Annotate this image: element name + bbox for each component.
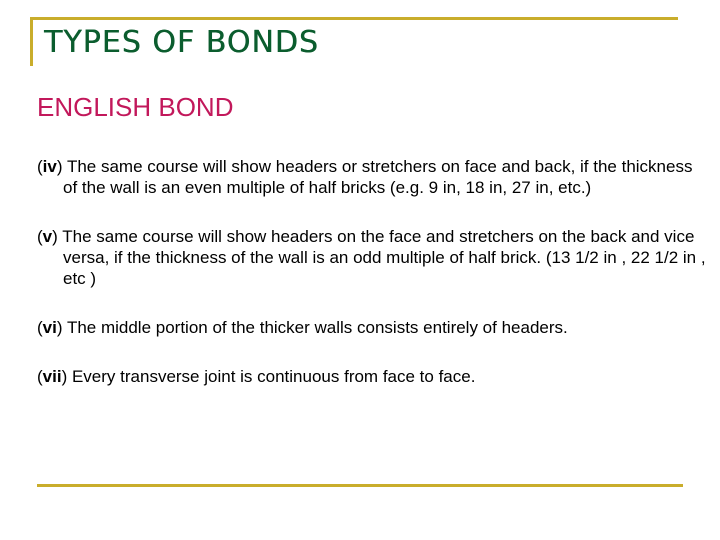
list-marker: vii bbox=[42, 367, 62, 386]
marker-close-paren: ) bbox=[56, 318, 63, 337]
list-item bbox=[37, 156, 707, 198]
list-marker: iv bbox=[42, 157, 57, 176]
section-heading: ENGLISH BOND bbox=[37, 92, 234, 122]
list-item-text: The same course will show headers on the face and stretchers on the back and vice versa, if the thickness of the wall is an odd multiple of half brick. (13 1/2 in , 22 1/2 in , etc ) bbox=[57, 227, 706, 288]
slide-title: TYPES OF BONDS bbox=[44, 25, 319, 60]
list-item-text: Every transverse joint is continuous from face to face. bbox=[67, 367, 476, 386]
list-item-text: The middle portion of the thicker walls consists entirely of headers. bbox=[62, 318, 568, 337]
list-marker: v bbox=[42, 227, 53, 246]
marker-close-paren: ) bbox=[61, 367, 68, 386]
list-marker: vi bbox=[42, 318, 57, 337]
bottom-accent-line bbox=[37, 484, 683, 487]
bullet-list bbox=[37, 156, 707, 415]
list-item bbox=[37, 317, 707, 338]
marker-close-paren: ) bbox=[52, 227, 58, 246]
list-item bbox=[37, 226, 707, 289]
list-item bbox=[37, 366, 707, 387]
marker-open-paren: ( bbox=[37, 367, 43, 386]
top-accent-line bbox=[30, 17, 678, 20]
list-item-text: The same course will show headers or stretchers on face and back, if the thickness of the wall is an even multiple of half bricks (e.g. 9 in, 18 in, 27 in, etc.) bbox=[62, 157, 693, 197]
left-accent-line bbox=[30, 17, 33, 66]
marker-close-paren: ) bbox=[56, 157, 63, 176]
marker-open-paren: ( bbox=[37, 157, 43, 176]
marker-open-paren: ( bbox=[37, 318, 43, 337]
marker-open-paren: ( bbox=[37, 227, 43, 246]
